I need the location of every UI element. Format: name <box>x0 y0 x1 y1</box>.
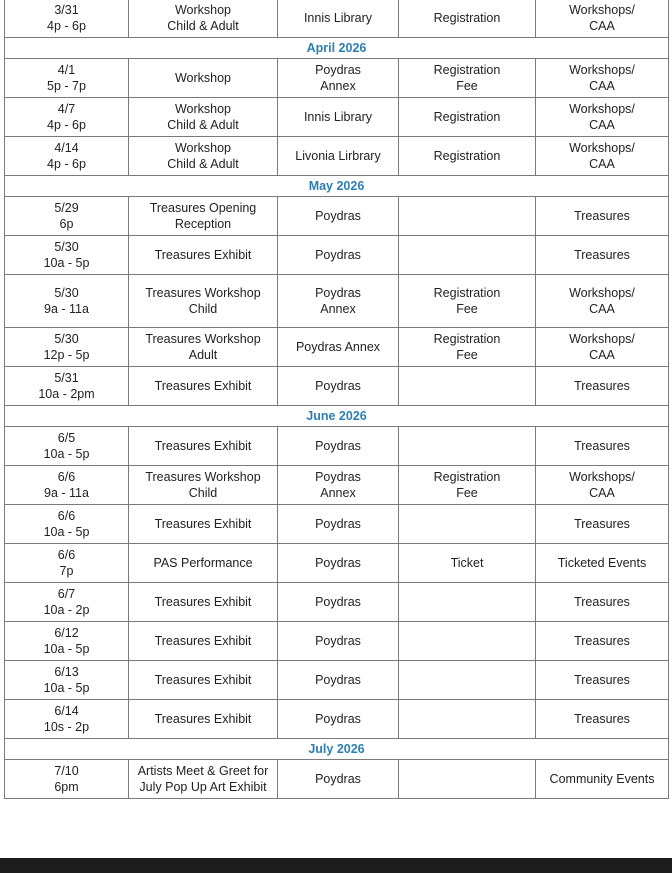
month-header-row <box>5 739 669 760</box>
month-header: April 2026 <box>5 38 669 59</box>
event-cost-cell <box>399 583 536 622</box>
event-row <box>5 236 669 275</box>
event-name-cell: Treasures Workshop Adult <box>129 328 278 367</box>
event-date-time-cell: 4/7 4p - 6p <box>5 98 129 137</box>
event-row <box>5 583 669 622</box>
event-category-cell: Workshops/ CAA <box>536 137 669 176</box>
event-category-cell: Ticketed Events <box>536 544 669 583</box>
event-row <box>5 137 669 176</box>
event-date-time-cell: 4/14 4p - 6p <box>5 137 129 176</box>
month-header-row <box>5 38 669 59</box>
event-cost-cell: Ticket <box>399 544 536 583</box>
event-date-time-cell: 6/6 7p <box>5 544 129 583</box>
month-header: July 2026 <box>5 739 669 760</box>
event-name-cell: Treasures Workshop Child <box>129 275 278 328</box>
event-category-cell: Community Events <box>536 760 669 799</box>
event-row <box>5 275 669 328</box>
event-location-cell: Poydras <box>278 700 399 739</box>
event-cost-cell <box>399 661 536 700</box>
event-category-cell: Treasures <box>536 661 669 700</box>
event-row <box>5 760 669 799</box>
event-row <box>5 544 669 583</box>
event-name-cell: Treasures Exhibit <box>129 622 278 661</box>
event-category-cell: Workshops/ CAA <box>536 98 669 137</box>
event-date-time-cell: 3/31 4p - 6p <box>5 0 129 38</box>
event-location-cell: Livonia Lirbrary <box>278 137 399 176</box>
event-category-cell: Treasures <box>536 197 669 236</box>
event-name-cell: Treasures Opening Reception <box>129 197 278 236</box>
event-cost-cell: Registration Fee <box>399 59 536 98</box>
event-row <box>5 466 669 505</box>
screen-bottom-bar <box>0 858 672 873</box>
event-cost-cell <box>399 367 536 406</box>
event-row <box>5 622 669 661</box>
event-row <box>5 700 669 739</box>
event-name-cell: Treasures Exhibit <box>129 427 278 466</box>
event-name-cell: Treasures Workshop Child <box>129 466 278 505</box>
event-name-cell: Workshop Child & Adult <box>129 137 278 176</box>
event-cost-cell <box>399 760 536 799</box>
event-cost-cell: Registration Fee <box>399 275 536 328</box>
event-category-cell: Workshops/ CAA <box>536 328 669 367</box>
month-header-row <box>5 176 669 197</box>
event-category-cell: Workshops/ CAA <box>536 275 669 328</box>
event-row <box>5 328 669 367</box>
event-category-cell: Treasures <box>536 700 669 739</box>
event-location-cell: Poydras Annex <box>278 59 399 98</box>
event-name-cell: Artists Meet & Greet for July Pop Up Art Exhibit <box>129 760 278 799</box>
event-category-cell: Treasures <box>536 583 669 622</box>
event-date-time-cell: 6/13 10a - 5p <box>5 661 129 700</box>
event-category-cell: Workshops/ CAA <box>536 466 669 505</box>
event-category-cell: Treasures <box>536 427 669 466</box>
event-date-time-cell: 4/1 5p - 7p <box>5 59 129 98</box>
event-cost-cell <box>399 700 536 739</box>
event-cost-cell <box>399 197 536 236</box>
event-location-cell: Poydras <box>278 427 399 466</box>
event-cost-cell: Registration Fee <box>399 328 536 367</box>
event-row <box>5 197 669 236</box>
event-date-time-cell: 6/6 9a - 11a <box>5 466 129 505</box>
event-location-cell: Poydras <box>278 505 399 544</box>
event-cost-cell: Registration <box>399 98 536 137</box>
event-cost-cell <box>399 427 536 466</box>
event-row <box>5 367 669 406</box>
event-row <box>5 427 669 466</box>
event-date-time-cell: 6/7 10a - 2p <box>5 583 129 622</box>
event-name-cell: Treasures Exhibit <box>129 583 278 622</box>
month-header: June 2026 <box>5 406 669 427</box>
event-name-cell: Workshop <box>129 59 278 98</box>
event-date-time-cell: 5/29 6p <box>5 197 129 236</box>
event-date-time-cell: 6/12 10a - 5p <box>5 622 129 661</box>
event-date-time-cell: 5/30 10a - 5p <box>5 236 129 275</box>
event-date-time-cell: 5/31 10a - 2pm <box>5 367 129 406</box>
event-name-cell: PAS Performance <box>129 544 278 583</box>
event-date-time-cell: 5/30 9a - 11a <box>5 275 129 328</box>
event-date-time-cell: 5/30 12p - 5p <box>5 328 129 367</box>
event-name-cell: Treasures Exhibit <box>129 236 278 275</box>
event-date-time-cell: 7/10 6pm <box>5 760 129 799</box>
event-name-cell: Treasures Exhibit <box>129 505 278 544</box>
event-name-cell: Treasures Exhibit <box>129 700 278 739</box>
event-name-cell: Workshop Child & Adult <box>129 0 278 38</box>
event-name-cell: Workshop Child & Adult <box>129 98 278 137</box>
event-location-cell: Poydras <box>278 197 399 236</box>
event-row <box>5 661 669 700</box>
event-location-cell: Poydras <box>278 236 399 275</box>
event-category-cell: Treasures <box>536 367 669 406</box>
event-location-cell: Poydras <box>278 367 399 406</box>
event-row <box>5 505 669 544</box>
event-category-cell: Treasures <box>536 622 669 661</box>
event-row <box>5 98 669 137</box>
event-location-cell: Poydras Annex <box>278 328 399 367</box>
event-location-cell: Innis Library <box>278 98 399 137</box>
month-header-row <box>5 406 669 427</box>
event-date-time-cell: 6/14 10s - 2p <box>5 700 129 739</box>
event-date-time-cell: 6/6 10a - 5p <box>5 505 129 544</box>
event-cost-cell: Registration <box>399 137 536 176</box>
events-schedule-body <box>5 0 669 799</box>
event-location-cell: Poydras <box>278 622 399 661</box>
event-cost-cell: Registration <box>399 0 536 38</box>
event-name-cell: Treasures Exhibit <box>129 367 278 406</box>
event-location-cell: Poydras <box>278 661 399 700</box>
event-date-time-cell: 6/5 10a - 5p <box>5 427 129 466</box>
event-category-cell: Treasures <box>536 236 669 275</box>
event-category-cell: Treasures <box>536 505 669 544</box>
events-schedule-table <box>4 0 669 799</box>
event-location-cell: Poydras <box>278 544 399 583</box>
event-cost-cell <box>399 505 536 544</box>
event-category-cell: Workshops/ CAA <box>536 0 669 38</box>
event-cost-cell: Registration Fee <box>399 466 536 505</box>
event-category-cell: Workshops/ CAA <box>536 59 669 98</box>
event-cost-cell <box>399 622 536 661</box>
event-row <box>5 59 669 98</box>
event-location-cell: Poydras Annex <box>278 466 399 505</box>
event-location-cell: Poydras <box>278 583 399 622</box>
event-location-cell: Poydras <box>278 760 399 799</box>
event-location-cell: Innis Library <box>278 0 399 38</box>
event-cost-cell <box>399 236 536 275</box>
event-name-cell: Treasures Exhibit <box>129 661 278 700</box>
event-row <box>5 0 669 38</box>
event-location-cell: Poydras Annex <box>278 275 399 328</box>
month-header: May 2026 <box>5 176 669 197</box>
